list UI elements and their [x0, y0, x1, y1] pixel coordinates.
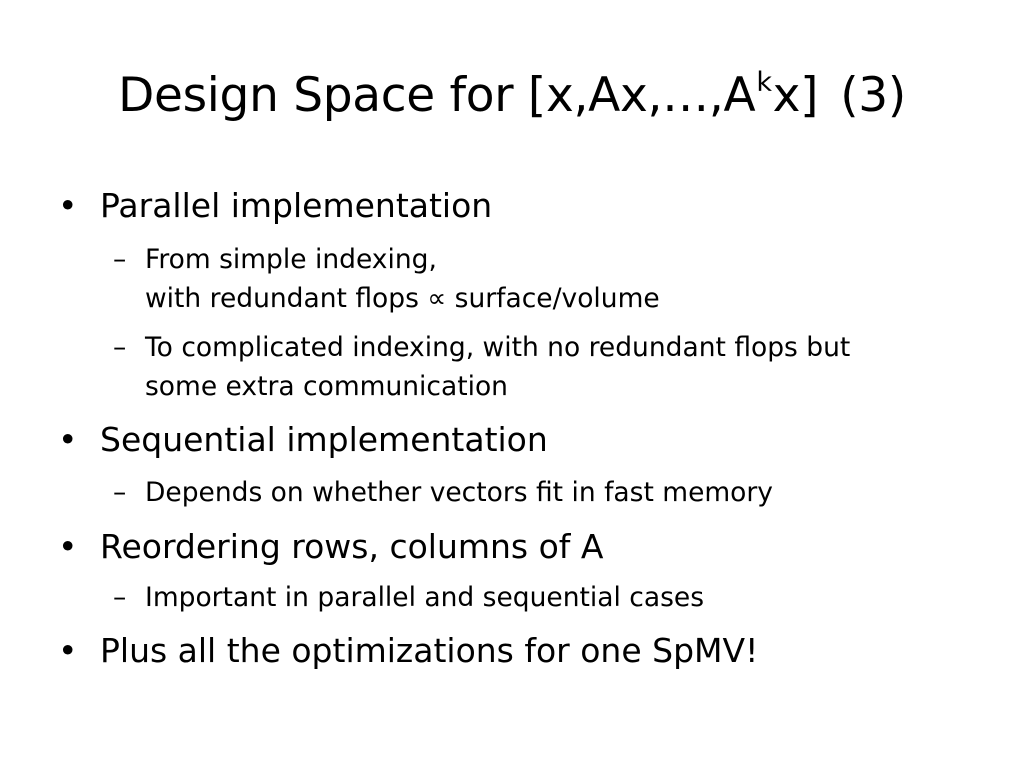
sub-item-text: Important in parallel and sequential cases — [145, 582, 704, 613]
bullet-text: Parallel implementation — [100, 186, 493, 225]
bullet-text: Sequential implementation — [100, 420, 548, 459]
sub-item — [113, 240, 660, 318]
bullet-item — [58, 631, 758, 671]
bullet-item — [58, 527, 604, 567]
sub-item-text: To complicated indexing, with no redundant flops but — [145, 332, 851, 363]
bullet-item — [58, 186, 492, 226]
sub-item-text: Depends on whether vectors fit in fast memory — [145, 477, 773, 508]
sub-item-text-continued: with redundant flops ∝ surface/volume — [145, 283, 660, 314]
slide-title — [0, 60, 1024, 132]
bullet-icon: • — [58, 420, 78, 459]
sub-item — [113, 578, 704, 617]
dash-icon: – — [113, 244, 127, 275]
dash-icon: – — [113, 477, 127, 508]
title-text-end: x] — [772, 68, 819, 123]
title-text: Design Space for [x,Ax,…,A — [118, 68, 756, 123]
bullet-text: Plus all the optimizations for one SpMV! — [100, 631, 759, 670]
bullet-icon: • — [58, 631, 78, 670]
bullet-icon: • — [58, 186, 78, 225]
title-number: (3) — [840, 68, 906, 123]
sub-item — [113, 473, 773, 512]
bullet-text: Reordering rows, columns of A — [100, 527, 604, 566]
dash-icon: – — [113, 582, 127, 613]
sub-item-text-continued: some extra communication — [145, 371, 508, 402]
dash-icon: – — [113, 332, 127, 363]
bullet-icon: • — [58, 527, 78, 566]
sub-item-text: From simple indexing, — [145, 244, 437, 275]
bullet-item — [58, 420, 548, 460]
sub-item — [113, 328, 850, 406]
title-superscript: k — [756, 67, 772, 98]
